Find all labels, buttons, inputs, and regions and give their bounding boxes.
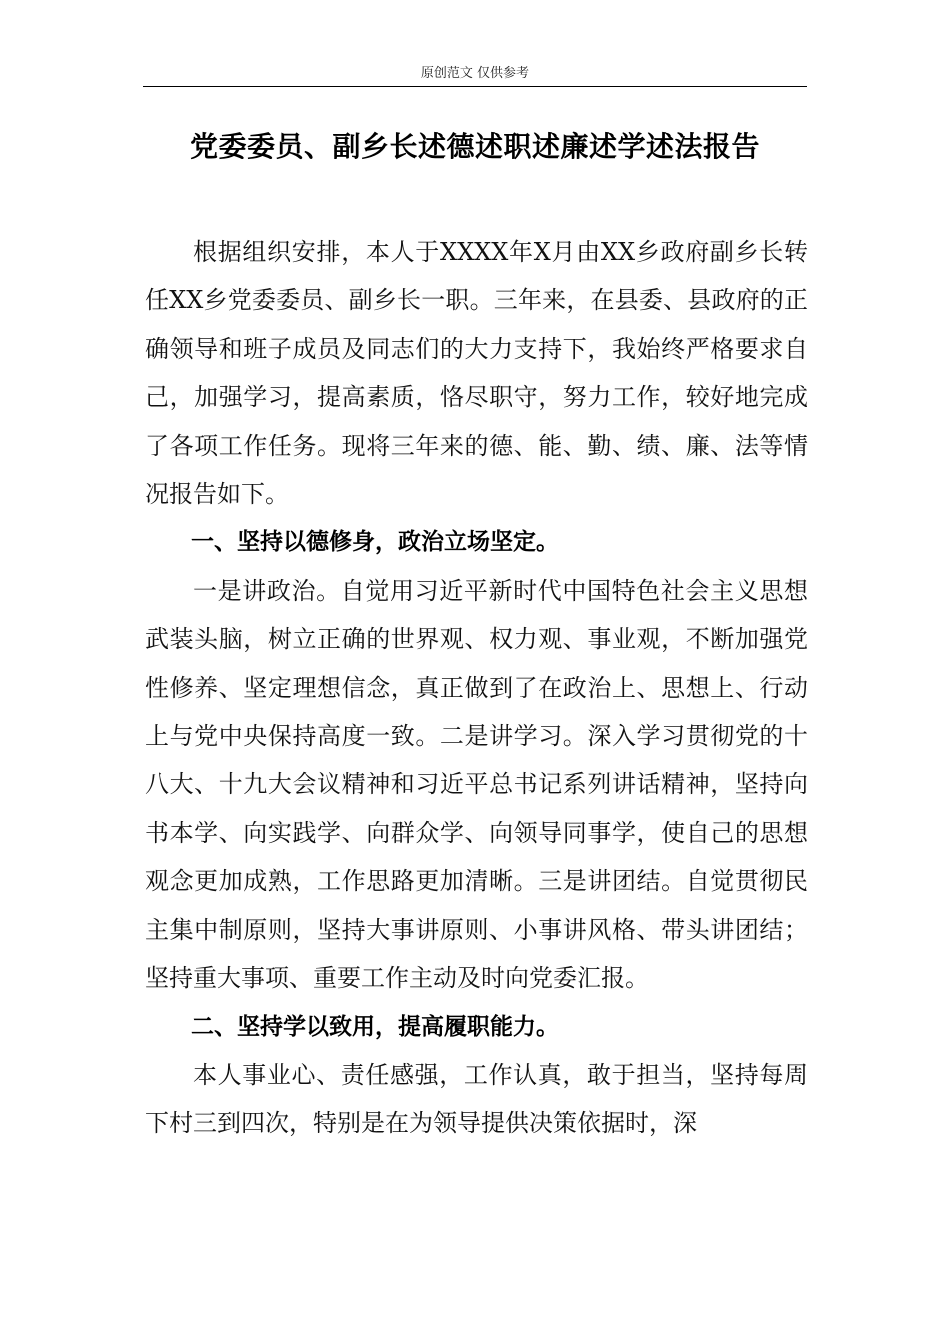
section-2-paragraph: 本人事业心、责任感强，工作认真，敢于担当，坚持每周下村三到四次，特别是在为领导提供决策依据时，深 (145, 1060, 808, 1138)
document-title: 党委委员、副乡长述德述职述廉述学述法报告 (189, 130, 760, 163)
page-header: 原创范文 仅供参考 (420, 66, 530, 81)
section-heading-2: 二、坚持学以致用，提高履职能力。 (191, 1012, 559, 1040)
section-heading-1: 一、坚持以德修身，政治立场坚定。 (191, 528, 559, 556)
section-1-paragraph: 一是讲政治。自觉用习近平新时代中国特色社会主义思想武装头脑，树立正确的世界观、权力观、事业观，不断加强党性修养、坚定理想信念，真正做到了在政治上、思想上、行动上与党中央保持高度一致。二是讲学习。深入学习贯彻党的十八大、十九大会议精神和习近平总书记系列讲话精神，坚持向书本学、向实践学、向群众学、向领导同事学，使自己的思想观念更加成熟，工作思路更加清晰。三是讲团结。自觉贯彻民主集中制原则，坚持大事讲原则、小事讲风格、带头讲团结；坚持重大事项、重要工作主动及时向党委汇报。 (145, 576, 808, 993)
intro-paragraph: 根据组织安排，本人于XXXX年X月由XX乡政府副乡长转任XX乡党委委员、副乡长一职。三年来，在县委、县政府的正确领导和班子成员及同志们的大力支持下，我始终严格要求自己，加强学习，提高素质，恪尽职守，努力工作，较好地完成了各项工作任务。现将三年来的德、能、勤、绩、廉、法等情况报告如下。 (145, 238, 808, 509)
header-divider (143, 86, 807, 87)
document-body (145, 228, 808, 1148)
